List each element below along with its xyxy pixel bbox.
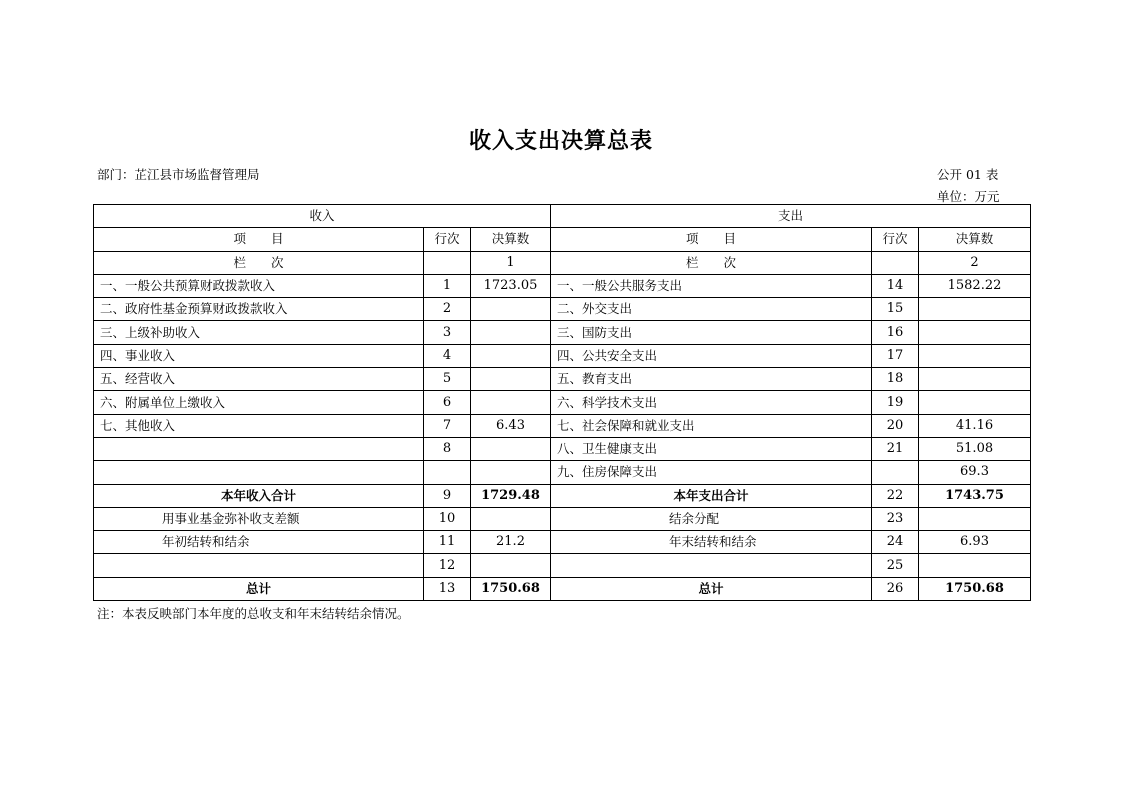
expense-amount-header: 决算数: [919, 228, 1031, 251]
expense-line-no: 19: [872, 391, 919, 414]
income-amount: [471, 391, 551, 414]
income-item-header: 项 目: [94, 228, 424, 251]
department-label: 部门：芷江县市场监督管理局: [97, 167, 260, 182]
income-amount: [471, 321, 551, 344]
income-column-number: 1: [471, 251, 551, 274]
table-row: [94, 391, 1031, 414]
income-amount: 1723.05: [471, 274, 551, 297]
income-item: 年初结转和结余: [94, 531, 424, 554]
income-column-line: [424, 251, 471, 274]
table-row: [94, 507, 1031, 530]
income-item: 二、政府性基金预算财政拨款收入: [94, 298, 424, 321]
income-item: 七、其他收入: [94, 414, 424, 437]
expense-item: 年末结转和结余: [551, 531, 872, 554]
table-row: [94, 437, 1031, 460]
expense-line-no: 24: [872, 531, 919, 554]
income-line-no: 12: [424, 554, 471, 577]
income-amount: [471, 344, 551, 367]
income-grand-total-line: 13: [424, 577, 471, 600]
expense-year-total-label: 本年支出合计: [551, 484, 872, 507]
year-total-row: [94, 484, 1031, 507]
expense-item: 九、住房保障支出: [551, 461, 872, 484]
expense-item: 三、国防支出: [551, 321, 872, 344]
expense-amount: [919, 554, 1031, 577]
expense-grand-total-amount: 1750.68: [919, 577, 1031, 600]
income-year-total-amount: 1729.48: [471, 484, 551, 507]
income-line-no: 10: [424, 507, 471, 530]
income-line-no: 5: [424, 368, 471, 391]
expense-item: 五、教育支出: [551, 368, 872, 391]
income-item: 一、一般公共预算财政拨款收入: [94, 274, 424, 297]
expense-column-number: 2: [919, 251, 1031, 274]
income-year-total-line: 9: [424, 484, 471, 507]
income-column-label: 栏 次: [94, 251, 424, 274]
table-row: [94, 554, 1031, 577]
expense-amount: 1582.22: [919, 274, 1031, 297]
income-amount: [471, 437, 551, 460]
income-line-header: 行次: [424, 228, 471, 251]
expense-grand-total-line: 26: [872, 577, 919, 600]
expense-amount: [919, 298, 1031, 321]
expense-item: 八、卫生健康支出: [551, 437, 872, 460]
income-item: [94, 554, 424, 577]
expense-item: 结余分配: [551, 507, 872, 530]
expense-line-no: 20: [872, 414, 919, 437]
column-number-row: [94, 251, 1031, 274]
table-row: [94, 531, 1031, 554]
income-expense-table: [93, 204, 1031, 601]
income-line-no: 7: [424, 414, 471, 437]
income-item: 五、经营收入: [94, 368, 424, 391]
income-grand-total-amount: 1750.68: [471, 577, 551, 600]
expense-line-no: 25: [872, 554, 919, 577]
income-line-no: 11: [424, 531, 471, 554]
expense-item: 七、社会保障和就业支出: [551, 414, 872, 437]
form-number: 公开 01 表: [937, 167, 999, 182]
table-row: [94, 368, 1031, 391]
income-line-no: [424, 461, 471, 484]
table-row: [94, 274, 1031, 297]
income-amount: [471, 554, 551, 577]
expense-item-header: 项 目: [551, 228, 872, 251]
income-line-no: 8: [424, 437, 471, 460]
expense-amount: [919, 321, 1031, 344]
expense-section-header: 支出: [551, 205, 1031, 228]
expense-amount: 41.16: [919, 414, 1031, 437]
expense-column-line: [872, 251, 919, 274]
income-item: 六、附属单位上缴收入: [94, 391, 424, 414]
column-header-row: [94, 228, 1031, 251]
expense-item: 六、科学技术支出: [551, 391, 872, 414]
expense-item: [551, 554, 872, 577]
income-line-no: 6: [424, 391, 471, 414]
income-amount: [471, 298, 551, 321]
table-note: 注：本表反映部门本年度的总收支和年末结转结余情况。: [97, 606, 410, 621]
unit-label: 单位：万元: [937, 189, 1000, 204]
expense-line-no: 14: [872, 274, 919, 297]
expense-line-no: 16: [872, 321, 919, 344]
income-item: 用事业基金弥补收支差额: [94, 507, 424, 530]
table-row: [94, 344, 1031, 367]
income-amount: [471, 368, 551, 391]
income-item: 三、上级补助收入: [94, 321, 424, 344]
expense-line-no: 23: [872, 507, 919, 530]
expense-line-header: 行次: [872, 228, 919, 251]
income-line-no: 4: [424, 344, 471, 367]
grand-total-row: [94, 577, 1031, 600]
income-amount: 21.2: [471, 531, 551, 554]
expense-amount: [919, 391, 1031, 414]
expense-line-no: 18: [872, 368, 919, 391]
expense-line-no: 17: [872, 344, 919, 367]
expense-year-total-line: 22: [872, 484, 919, 507]
section-header-row: [94, 205, 1031, 228]
income-item: 四、事业收入: [94, 344, 424, 367]
table-row: [94, 461, 1031, 484]
expense-grand-total-label: 总计: [551, 577, 872, 600]
expense-amount: 69.3: [919, 461, 1031, 484]
expense-amount: [919, 368, 1031, 391]
expense-amount: 51.08: [919, 437, 1031, 460]
income-year-total-label: 本年收入合计: [94, 484, 424, 507]
expense-item: 一、一般公共服务支出: [551, 274, 872, 297]
expense-line-no: 15: [872, 298, 919, 321]
expense-column-label: 栏 次: [551, 251, 872, 274]
table-row: [94, 414, 1031, 437]
expense-year-total-amount: 1743.75: [919, 484, 1031, 507]
page-title: 收入支出决算总表: [468, 129, 653, 154]
income-item: [94, 437, 424, 460]
expense-amount: 6.93: [919, 531, 1031, 554]
income-amount: [471, 507, 551, 530]
income-item: [94, 461, 424, 484]
income-line-no: 1: [424, 274, 471, 297]
table-row: [94, 321, 1031, 344]
income-line-no: 3: [424, 321, 471, 344]
income-amount: [471, 461, 551, 484]
income-grand-total-label: 总计: [94, 577, 424, 600]
expense-item: 四、公共安全支出: [551, 344, 872, 367]
expense-line-no: 21: [872, 437, 919, 460]
income-amount-header: 决算数: [471, 228, 551, 251]
income-section-header: 收入: [94, 205, 551, 228]
expense-amount: [919, 507, 1031, 530]
expense-amount: [919, 344, 1031, 367]
expense-item: 二、外交支出: [551, 298, 872, 321]
expense-line-no: [872, 461, 919, 484]
income-amount: 6.43: [471, 414, 551, 437]
table-row: [94, 298, 1031, 321]
income-line-no: 2: [424, 298, 471, 321]
